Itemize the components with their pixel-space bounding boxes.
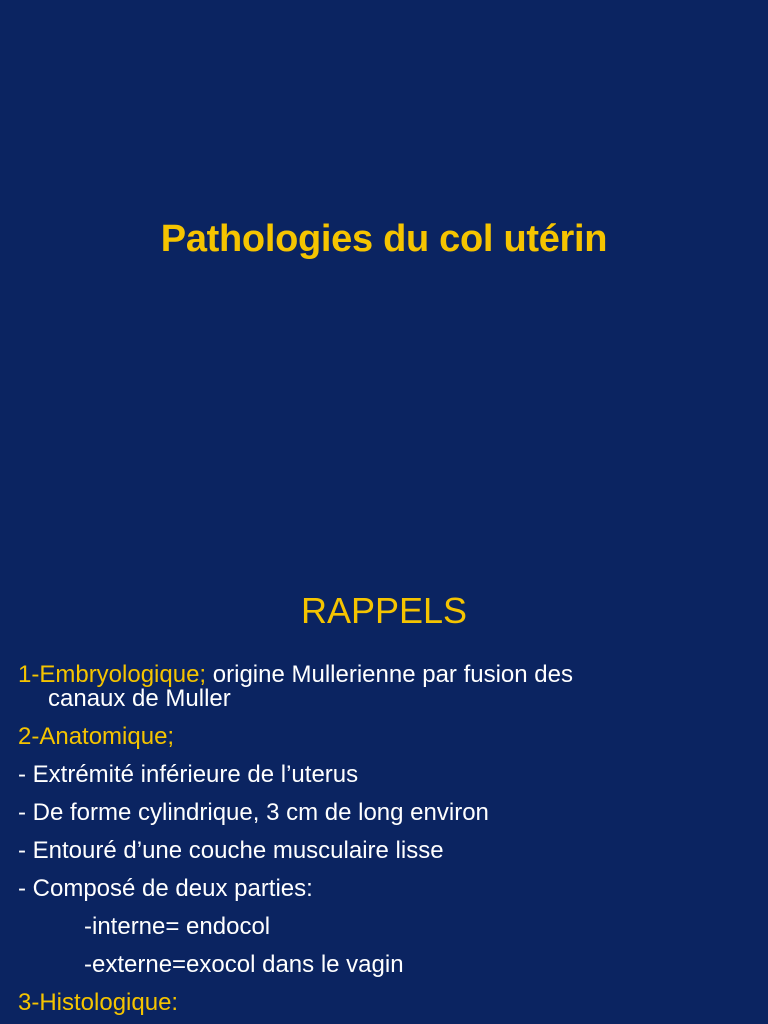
anatomy-label: 2-Anatomique; bbox=[18, 723, 175, 750]
histology-label: 3-Histologique: bbox=[18, 989, 179, 1016]
anatomy-subitem: -interne= endocol bbox=[84, 913, 271, 940]
anatomy-subitem: -externe=exocol dans le vagin bbox=[84, 951, 404, 978]
slide-body bbox=[18, 656, 758, 1022]
rappels-slide bbox=[0, 490, 768, 1024]
section-title: RAPPELS bbox=[300, 590, 468, 631]
anatomy-bullet: - Entouré d’une couche musculaire lisse bbox=[18, 837, 444, 864]
anatomy-bullet: - De forme cylindrique, 3 cm de long environ bbox=[18, 799, 489, 826]
title-slide bbox=[0, 0, 768, 490]
embryology-label: 1-Embryologique; bbox=[18, 661, 207, 688]
embryology-text: origine Mullerienne par fusion des bbox=[206, 661, 573, 688]
anatomy-bullet: - Extrémité inférieure de l’uterus bbox=[18, 761, 359, 788]
slide-title: Pathologies du col utérin bbox=[160, 218, 608, 260]
embryology-continuation: canaux de Muller bbox=[48, 685, 231, 712]
anatomy-bullet: - Composé de deux parties: bbox=[18, 875, 313, 902]
